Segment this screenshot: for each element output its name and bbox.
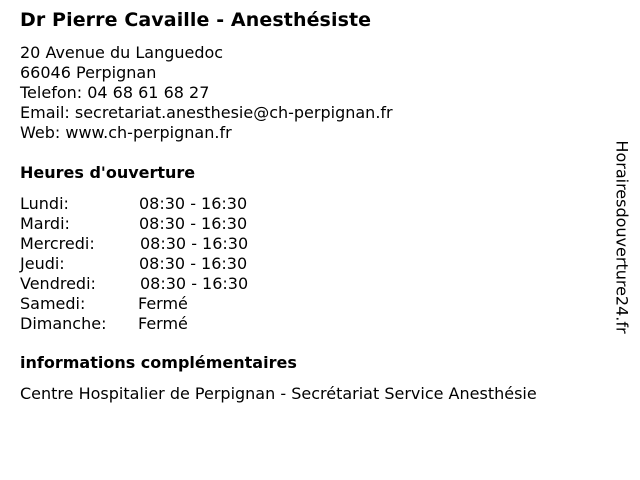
page-title: Dr Pierre Cavaille - Anesthésiste [20,9,372,31]
address-block [20,43,393,143]
time-value: 08:30 - 16:30 [139,214,248,233]
day-label: Samedi: [20,294,86,313]
email-address: Email: secretariat.anesthesie@ch-perpignan.fr [20,103,393,122]
website: Web: www.ch-perpignan.fr [20,123,232,142]
street-address: 20 Avenue du Languedoc [20,43,224,62]
city-postal: 66046 Perpignan [20,63,157,82]
time-value: 08:30 - 16:30 [140,234,249,253]
day-label: Mercredi: [20,234,95,253]
time-value: Fermé [138,294,188,313]
site-watermark: Horairesdouverture24.fr [612,140,632,334]
additional-info-text: Centre Hospitalier de Perpignan - Secrétariat Service Anesthésie [20,384,537,403]
day-label: Vendredi: [20,274,96,293]
time-value: 08:30 - 16:30 [139,194,248,213]
time-value: 08:30 - 16:30 [139,254,248,273]
day-label: Jeudi: [20,254,65,273]
day-label: Mardi: [20,214,70,233]
day-label: Lundi: [20,194,69,213]
time-value: Fermé [138,314,188,333]
additional-info-heading: informations complémentaires [20,353,297,372]
time-value: 08:30 - 16:30 [140,274,249,293]
phone-number: Telefon: 04 68 61 68 27 [20,83,210,102]
day-label: Dimanche: [20,314,107,333]
opening-hours-heading: Heures d'ouverture [20,163,196,182]
